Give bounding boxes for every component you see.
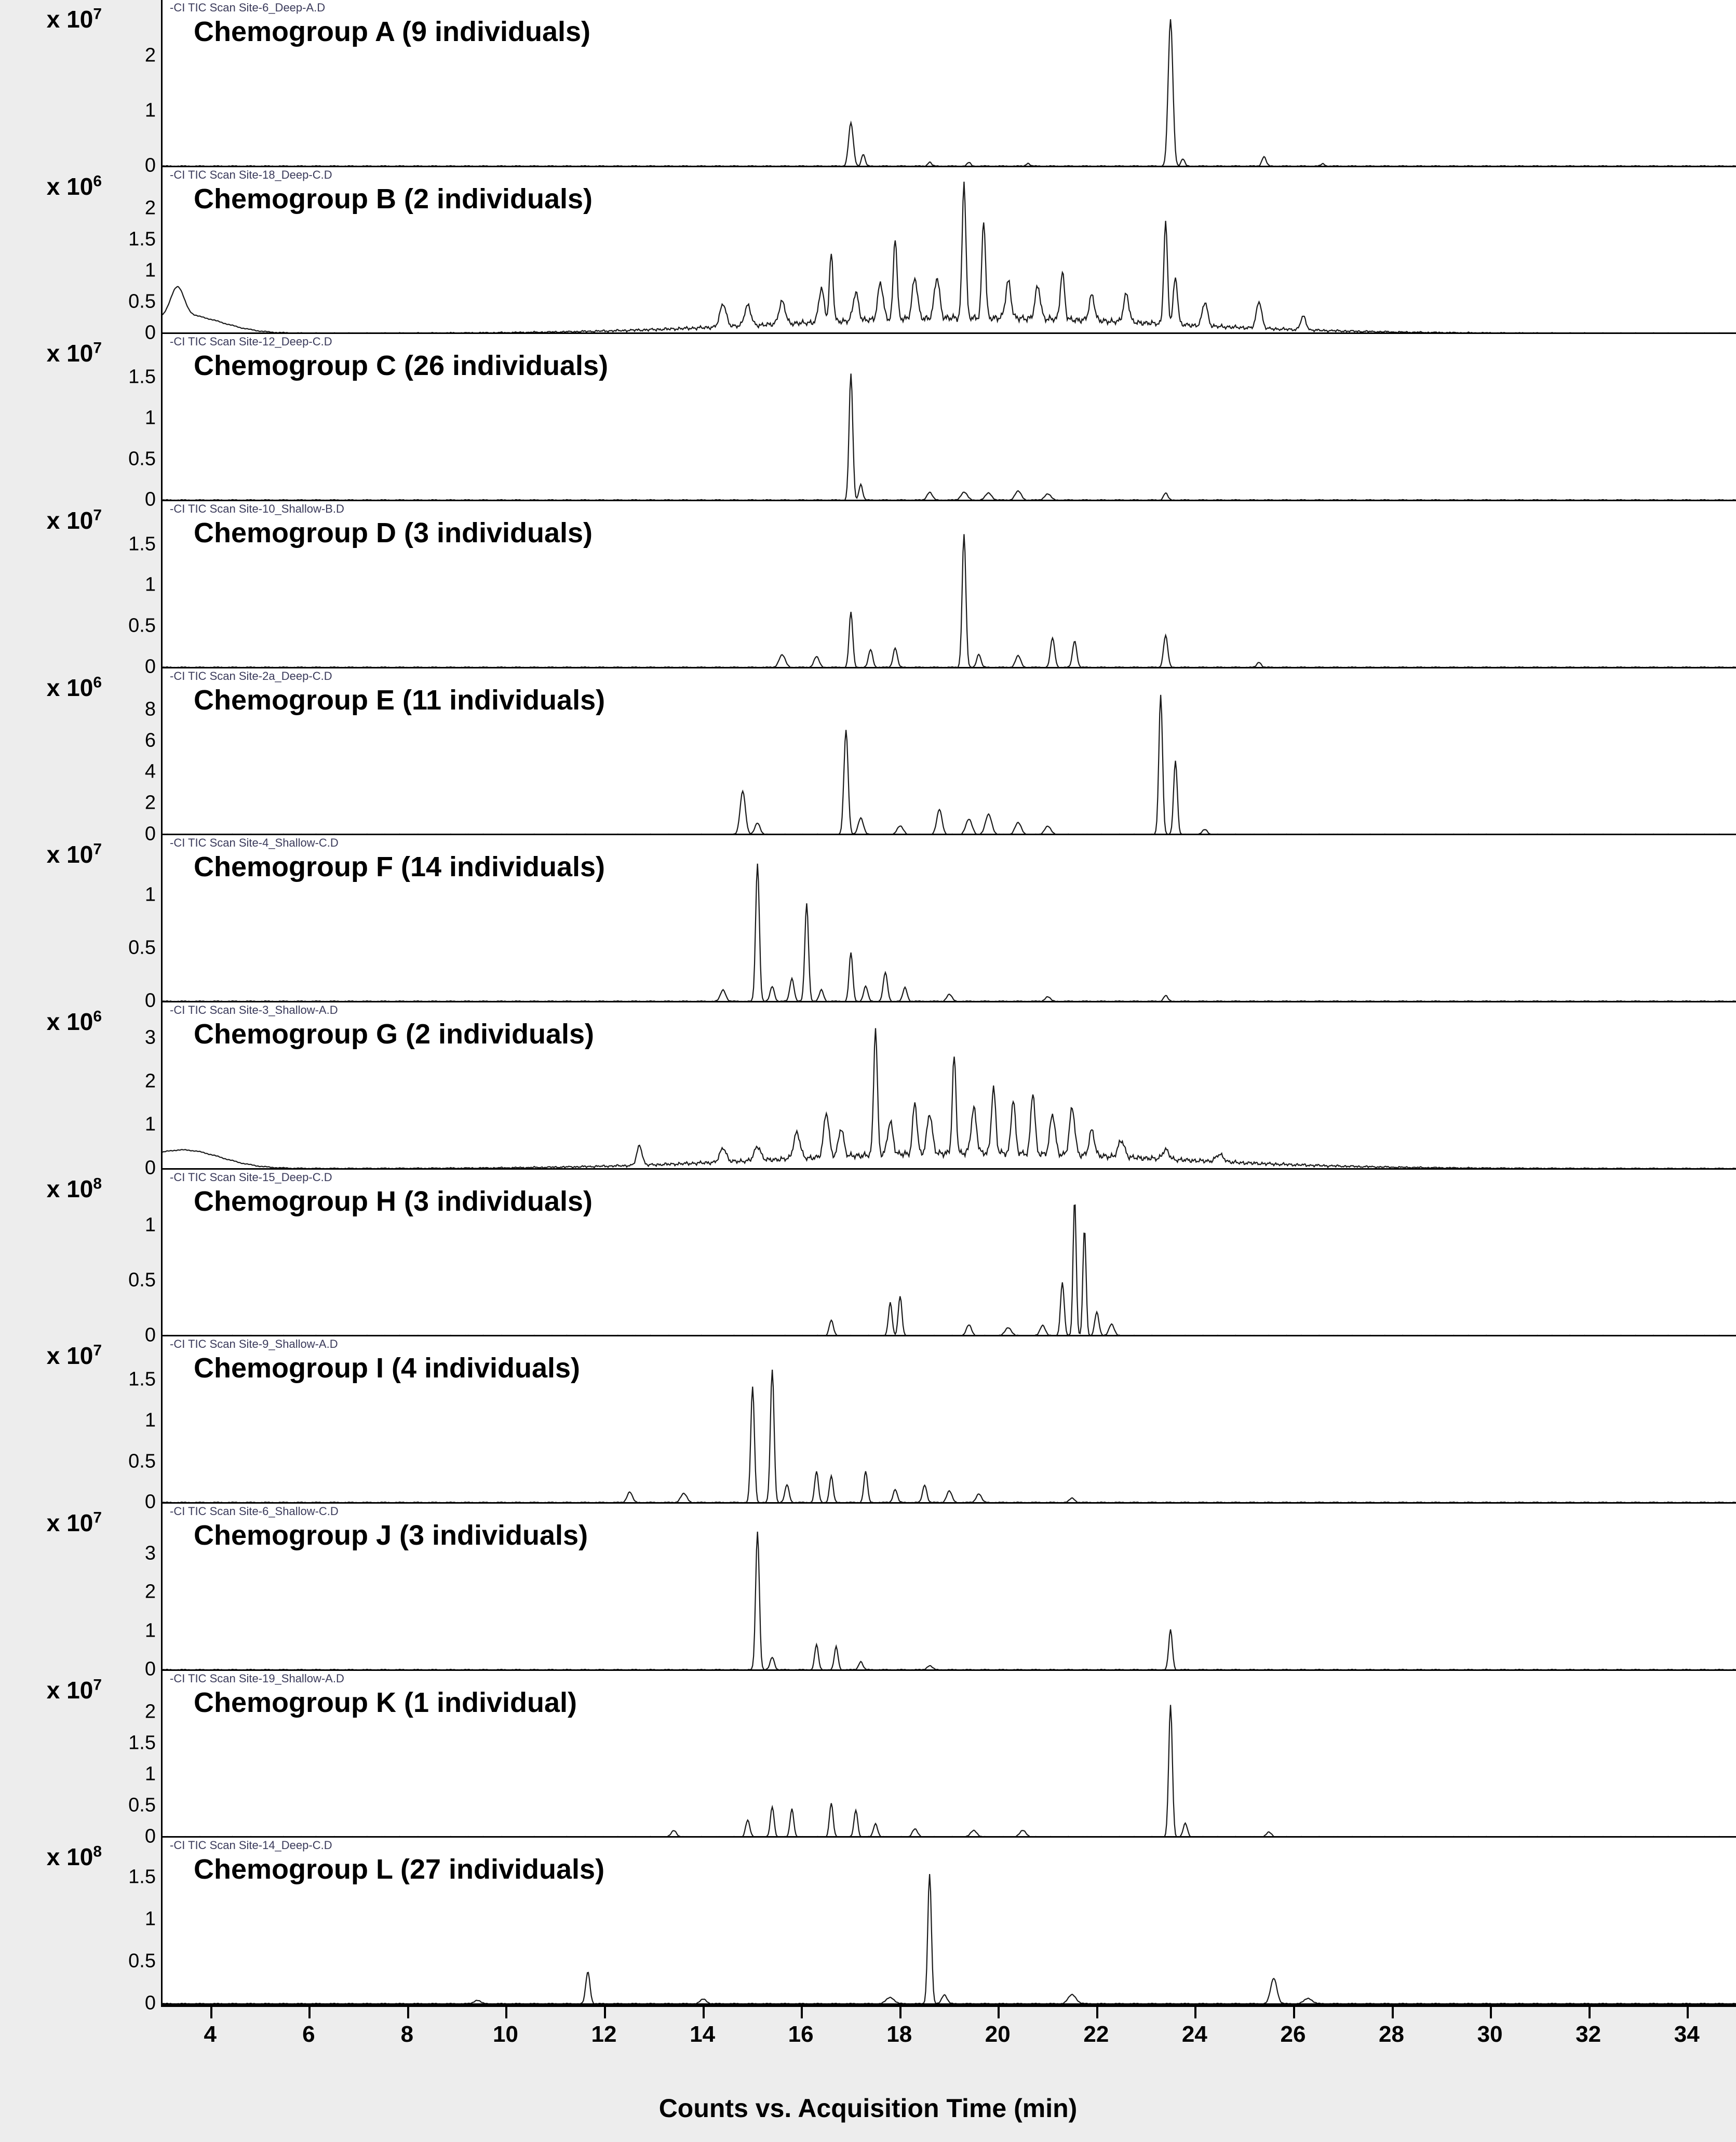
y-axis-exponent-label — [47, 674, 102, 702]
tic-scan-label: -CI TIC Scan Site-2a_Deep-C.D — [170, 669, 332, 682]
y-axis-exponent — [0, 0, 104, 167]
y-axis-exponent-label — [47, 1175, 102, 1203]
panel-title: Chemogroup A (9 individuals) — [194, 16, 591, 47]
exponent-base: x 10 — [46, 1843, 93, 1871]
tic-scan-label: -CI TIC Scan Site-10_Shallow-B.D — [170, 502, 344, 516]
y-axis — [104, 1671, 161, 1848]
y-axis-exponent-label — [47, 1676, 102, 1704]
panel-title: Chemogroup B (2 individuals) — [194, 183, 593, 215]
y-tick-label: 4 — [144, 760, 156, 783]
panel-title: Chemogroup E (11 individuals) — [194, 684, 605, 716]
x-tick-label: 18 — [886, 2021, 912, 2047]
exponent-base: x 10 — [46, 1175, 93, 1202]
y-axis — [104, 1002, 161, 1179]
x-tick-label: 6 — [302, 2021, 315, 2047]
chromatogram-trace — [163, 1205, 1736, 1336]
tic-scan-label: -CI TIC Scan Site-18_Deep-C.D — [170, 168, 332, 181]
y-tick-label: 1 — [144, 1619, 156, 1642]
x-tick-mark — [505, 2005, 507, 2018]
panel-title: Chemogroup J (3 individuals) — [194, 1520, 588, 1551]
plot-area — [161, 835, 1736, 1002]
x-tick-mark — [1096, 2005, 1098, 2018]
y-tick-label: 6 — [144, 729, 156, 752]
y-axis-exponent-label — [47, 1008, 102, 1036]
y-tick-label: 1.5 — [128, 366, 156, 388]
x-tick-mark — [1194, 2005, 1196, 2018]
x-tick-label: 24 — [1181, 2021, 1207, 2047]
trace-container — [163, 1671, 1736, 1838]
x-tick-mark — [308, 2005, 311, 2018]
plot-area — [161, 1504, 1736, 1671]
tic-scan-label: -CI TIC Scan Site-15_Deep-C.D — [170, 1170, 332, 1184]
plot-area — [161, 1838, 1736, 2005]
y-tick-label: 1.5 — [128, 1732, 156, 1754]
y-axis-exponent-label — [47, 172, 102, 200]
tic-scan-label: -CI TIC Scan Site-3_Shallow-A.D — [170, 1003, 338, 1017]
exponent-base: x 10 — [46, 172, 93, 200]
y-axis-exponent-label — [47, 1843, 102, 1871]
plot-area — [161, 1170, 1736, 1337]
y-axis-exponent-label — [47, 840, 102, 868]
y-axis-exponent-label — [47, 506, 102, 534]
exponent-power: 6 — [93, 674, 102, 691]
chromatogram-trace — [163, 19, 1736, 167]
chromatogram-trace — [163, 1875, 1736, 2005]
x-tick-mark — [1687, 2005, 1689, 2018]
y-tick-label: 0 — [144, 1658, 156, 1680]
x-tick-label: 14 — [690, 2021, 716, 2047]
y-tick-label: 0.5 — [128, 614, 156, 637]
y-tick-label: 2 — [144, 44, 156, 66]
x-tick-label: 8 — [400, 2021, 414, 2047]
tic-scan-label: -CI TIC Scan Site-6_Deep-A.D — [170, 1, 326, 14]
exponent-power: 7 — [93, 1509, 102, 1527]
tic-scan-label: -CI TIC Scan Site-19_Shallow-A.D — [170, 1671, 344, 1685]
y-axis-exponent — [0, 668, 104, 836]
x-tick-label: 4 — [204, 2021, 217, 2047]
x-tick-mark — [801, 2005, 803, 2018]
y-axis-exponent-label — [47, 1342, 102, 1370]
y-axis-exponent — [0, 1671, 104, 1838]
chromatogram-trace — [163, 864, 1736, 1002]
y-axis-exponent-label — [47, 5, 102, 33]
y-tick-label: 3 — [144, 1026, 156, 1049]
exponent-base: x 10 — [46, 340, 93, 367]
y-axis — [104, 334, 161, 511]
panel-title: Chemogroup H (3 individuals) — [194, 1185, 593, 1217]
y-axis-exponent-label — [47, 1509, 102, 1537]
panel-title: Chemogroup I (4 individuals) — [194, 1353, 581, 1384]
exponent-power: 6 — [93, 172, 102, 190]
y-tick-label: 2 — [144, 1701, 156, 1723]
y-tick-label: 8 — [144, 698, 156, 720]
y-tick-label: 0.5 — [128, 1950, 156, 1972]
y-tick-label: 1 — [144, 1214, 156, 1236]
x-tick-mark — [1293, 2005, 1295, 2018]
y-tick-label: 0 — [144, 1157, 156, 1179]
x-tick-label: 10 — [492, 2021, 518, 2047]
chromatogram-trace — [163, 1532, 1736, 1670]
plot-area — [161, 167, 1736, 334]
plot-area — [161, 501, 1736, 668]
x-tick-mark — [998, 2005, 1000, 2018]
tic-scan-label: -CI TIC Scan Site-12_Deep-C.D — [170, 335, 332, 349]
y-tick-label: 1 — [144, 1113, 156, 1135]
y-axis — [104, 1336, 161, 1513]
exponent-power: 7 — [93, 5, 102, 23]
y-tick-label: 1 — [144, 573, 156, 596]
y-axis — [104, 668, 161, 845]
y-tick-label: 0 — [144, 1992, 156, 2014]
plot-area — [161, 1002, 1736, 1170]
y-tick-label: 0.5 — [128, 290, 156, 313]
exponent-power: 7 — [93, 841, 102, 859]
y-tick-label: 0.5 — [128, 936, 156, 959]
y-tick-label: 1 — [144, 407, 156, 429]
y-axis — [104, 167, 161, 344]
y-tick-label: 0 — [144, 655, 156, 678]
exponent-power: 7 — [93, 340, 102, 357]
plot-area — [161, 1336, 1736, 1504]
chromatogram-trace — [163, 181, 1736, 333]
y-axis-exponent — [0, 1002, 104, 1170]
y-tick-label: 1.5 — [128, 1866, 156, 1888]
y-tick-label: 1 — [144, 883, 156, 906]
exponent-power: 7 — [93, 1676, 102, 1694]
chromatogram-trace — [163, 374, 1736, 501]
x-tick-mark — [210, 2005, 212, 2018]
exponent-power: 7 — [93, 1342, 102, 1360]
trace-container — [163, 1170, 1736, 1337]
plot-area — [161, 334, 1736, 501]
trace-container — [163, 501, 1736, 668]
chromatogram-panel — [0, 1838, 1736, 2014]
x-tick-mark — [1490, 2005, 1492, 2018]
y-axis — [104, 1170, 161, 1346]
y-axis-exponent — [0, 1336, 104, 1504]
chromatogram-trace — [163, 534, 1736, 667]
exponent-base: x 10 — [46, 674, 93, 701]
y-tick-label: 2 — [144, 1581, 156, 1603]
exponent-base: x 10 — [46, 6, 93, 33]
trace-container — [163, 0, 1736, 167]
x-tick-label: 20 — [985, 2021, 1011, 2047]
trace-container — [163, 1336, 1736, 1504]
y-axis-exponent — [0, 1170, 104, 1337]
exponent-power: 6 — [93, 1008, 102, 1025]
exponent-base: x 10 — [46, 1008, 93, 1036]
y-tick-label: 0 — [144, 1491, 156, 1513]
exponent-base: x 10 — [46, 1509, 93, 1537]
x-tick-mark — [604, 2005, 606, 2018]
tic-scan-label: -CI TIC Scan Site-14_Deep-C.D — [170, 1839, 332, 1852]
exponent-base: x 10 — [46, 507, 93, 534]
panel-title: Chemogroup C (26 individuals) — [194, 350, 609, 382]
y-tick-label: 0 — [144, 823, 156, 845]
y-tick-label: 1.5 — [128, 228, 156, 250]
y-axis-exponent — [0, 1838, 104, 2005]
chromatogram-trace — [163, 1705, 1736, 1838]
x-tick-mark — [899, 2005, 901, 2018]
x-tick-label: 26 — [1280, 2021, 1306, 2047]
y-tick-label: 0.5 — [128, 448, 156, 470]
x-tick-mark — [407, 2005, 409, 2018]
x-tick-label: 22 — [1083, 2021, 1109, 2047]
y-axis — [104, 501, 161, 678]
exponent-base: x 10 — [46, 841, 93, 868]
exponent-base: x 10 — [46, 1342, 93, 1370]
y-tick-label: 0 — [144, 989, 156, 1012]
y-tick-label: 0 — [144, 1324, 156, 1346]
y-tick-label: 2 — [144, 197, 156, 219]
y-tick-label: 1.5 — [128, 1368, 156, 1390]
exponent-power: 8 — [93, 1175, 102, 1193]
y-tick-label: 0 — [144, 1825, 156, 1848]
y-axis-exponent-label — [47, 339, 102, 367]
x-axis — [161, 2005, 1736, 2098]
x-axis-line — [161, 2005, 1736, 2007]
y-axis-exponent — [0, 1504, 104, 1671]
x-tick-mark — [1589, 2005, 1591, 2018]
y-axis-exponent — [0, 835, 104, 1002]
y-tick-label: 3 — [144, 1542, 156, 1564]
exponent-power: 7 — [93, 506, 102, 524]
y-tick-label: 0 — [144, 154, 156, 177]
x-tick-label: 34 — [1674, 2021, 1700, 2047]
y-axis-exponent — [0, 167, 104, 334]
y-tick-label: 1 — [144, 1763, 156, 1785]
y-tick-label: 0.5 — [128, 1794, 156, 1816]
chromatogram-trace — [163, 1370, 1736, 1503]
y-tick-label: 0 — [144, 488, 156, 511]
y-axis — [104, 1504, 161, 1680]
y-axis — [104, 835, 161, 1012]
y-tick-label: 2 — [144, 1070, 156, 1092]
tic-scan-label: -CI TIC Scan Site-4_Shallow-C.D — [170, 836, 339, 850]
trace-container — [163, 1504, 1736, 1671]
tic-scan-label: -CI TIC Scan Site-9_Shallow-A.D — [170, 1337, 338, 1351]
y-tick-label: 1 — [144, 1908, 156, 1930]
x-axis-title: Counts vs. Acquisition Time (min) — [658, 2094, 1078, 2123]
x-tick-label: 12 — [591, 2021, 617, 2047]
x-tick-mark — [1392, 2005, 1394, 2018]
y-tick-label: 2 — [144, 792, 156, 814]
y-tick-label: 1.5 — [128, 533, 156, 555]
y-axis-exponent — [0, 501, 104, 668]
exponent-power: 8 — [93, 1843, 102, 1861]
y-tick-label: 1 — [144, 99, 156, 122]
y-axis-exponent — [0, 334, 104, 501]
x-tick-mark — [703, 2005, 705, 2018]
y-tick-label: 0.5 — [128, 1450, 156, 1472]
x-tick-label: 30 — [1477, 2021, 1503, 2047]
panel-title: Chemogroup G (2 individuals) — [194, 1019, 595, 1050]
trace-container — [163, 167, 1736, 334]
y-axis — [104, 0, 161, 177]
plot-area — [161, 1671, 1736, 1838]
plot-area — [161, 668, 1736, 836]
x-tick-label: 32 — [1576, 2021, 1602, 2047]
chromatogram-trace — [163, 695, 1736, 835]
tic-scan-label: -CI TIC Scan Site-6_Shallow-C.D — [170, 1505, 339, 1518]
y-tick-label: 1 — [144, 1409, 156, 1431]
panel-title: Chemogroup F (14 individuals) — [194, 851, 605, 883]
trace-container — [163, 668, 1736, 836]
y-tick-label: 0.5 — [128, 1269, 156, 1291]
y-axis — [104, 1838, 161, 2014]
exponent-base: x 10 — [46, 1676, 93, 1704]
trace-container — [163, 1002, 1736, 1170]
panel-title: Chemogroup D (3 individuals) — [194, 517, 593, 549]
x-tick-label: 28 — [1379, 2021, 1405, 2047]
trace-container — [163, 1838, 1736, 2005]
panel-title: Chemogroup L (27 individuals) — [194, 1854, 605, 1885]
chromatogram-trace — [163, 1028, 1736, 1169]
panel-title: Chemogroup K (1 individual) — [194, 1686, 577, 1718]
trace-container — [163, 835, 1736, 1002]
x-tick-label: 16 — [788, 2021, 814, 2047]
trace-container — [163, 334, 1736, 501]
y-tick-label: 0 — [144, 322, 156, 344]
y-tick-label: 1 — [144, 259, 156, 282]
plot-area — [161, 0, 1736, 167]
